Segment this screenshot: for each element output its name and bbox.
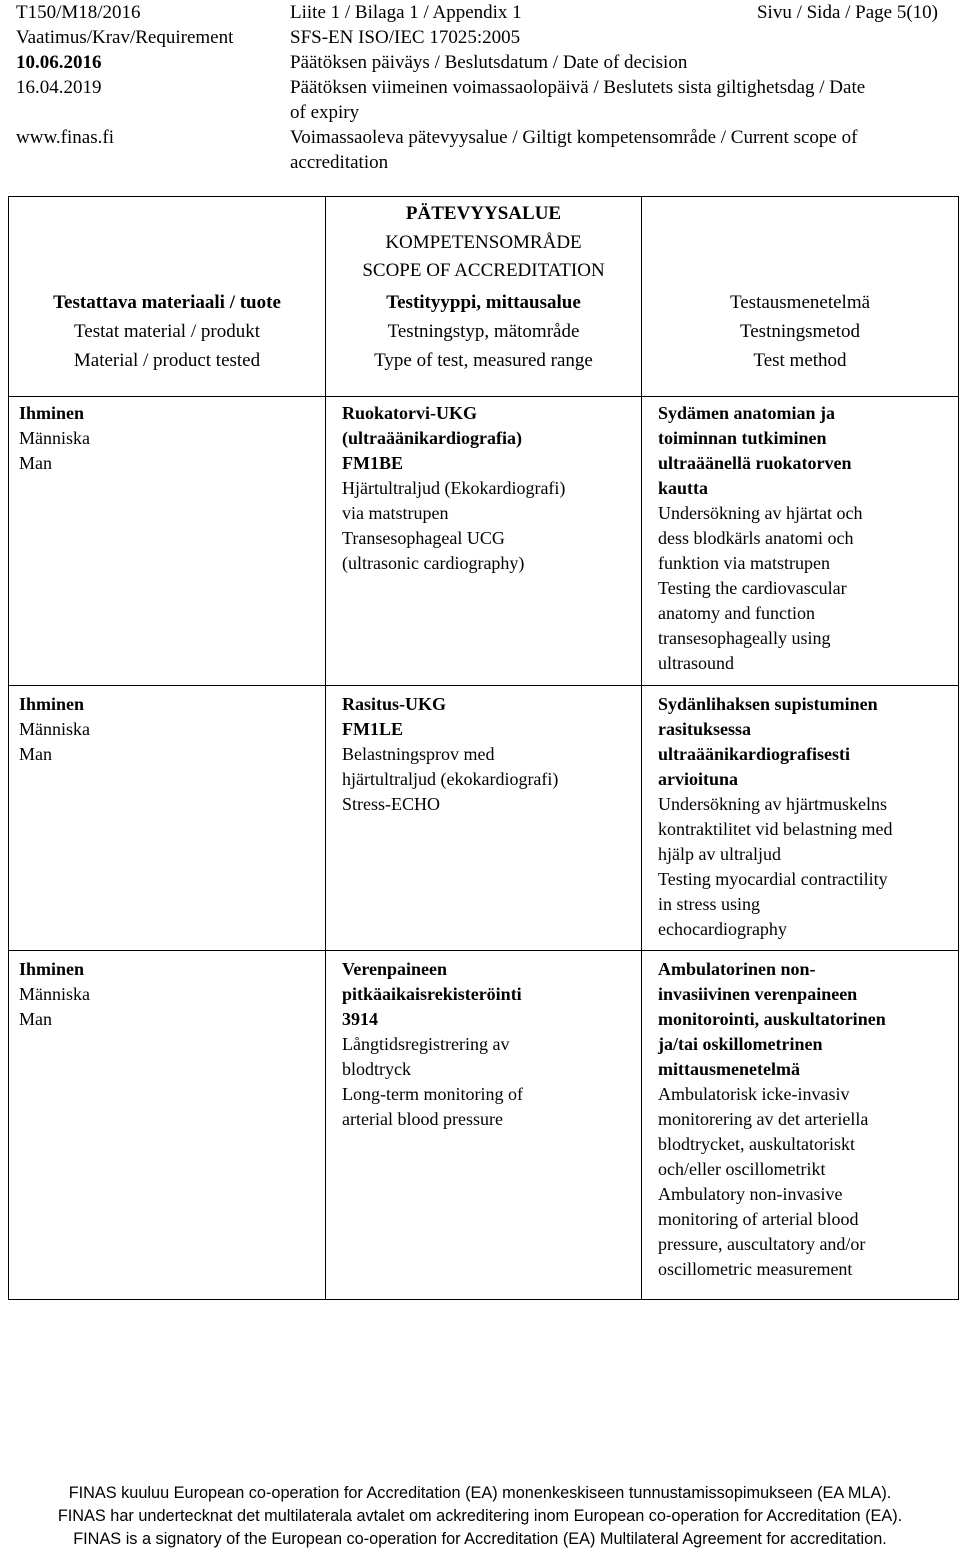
test-type-line: via matstrupen	[342, 503, 449, 523]
method-line: Undersökning av hjärtat och	[658, 503, 863, 523]
scope-title-sv: KOMPETENSOMRÅDE	[385, 231, 582, 253]
column-header-method-fi: Testausmenetelmä	[729, 292, 871, 313]
material-line: Människa	[19, 428, 90, 448]
column-header-material	[9, 288, 326, 397]
method-title-line: kautta	[658, 478, 709, 498]
method-line: Testing the cardiovascular	[658, 578, 847, 598]
header-left-text: T150/M18/2016	[16, 2, 141, 23]
column-header-material-en: Material / product tested	[73, 350, 261, 371]
empty-cell	[9, 197, 326, 289]
method-cell	[642, 397, 959, 686]
method-line: monitorering av det arteriella	[658, 1109, 869, 1129]
header-mid-text: accreditation	[290, 152, 389, 173]
test-type-line: Long-term monitoring of	[342, 1084, 523, 1104]
header-left-text: Vaatimus/Krav/Requirement	[16, 27, 234, 48]
method-line: hjälp av ultraljud	[658, 844, 781, 864]
scope-table	[8, 196, 959, 1300]
header-mid-text: of expiry	[290, 102, 360, 123]
method-line: oscillometric measurement	[658, 1259, 853, 1279]
method-title-line: ja/tai oskillometrinen	[658, 1034, 823, 1054]
test-type-cell	[326, 397, 642, 686]
method-line: och/eller oscillometrikt	[658, 1159, 826, 1179]
column-header-row	[9, 288, 959, 397]
method-title-line: ultraäänikardiografisesti	[658, 744, 850, 764]
header-row	[0, 100, 960, 126]
method-title-line: rasituksessa	[658, 719, 752, 739]
test-type-line: blodtryck	[342, 1059, 411, 1079]
test-type-title-line: Ruokatorvi-UKG	[342, 403, 477, 423]
test-type-cell	[326, 686, 642, 951]
method-title-line: ultraäänellä ruokatorven	[658, 453, 852, 473]
material-cell	[9, 397, 326, 686]
method-title-line: mittausmenetelmä	[658, 1059, 800, 1079]
method-line: Ambulatory non-invasive	[658, 1184, 843, 1204]
method-line: ultrasound	[658, 653, 734, 673]
empty-cell	[642, 197, 959, 289]
table-row	[9, 951, 959, 1300]
method-line: kontraktilitet vid belastning med	[658, 819, 893, 839]
column-header-test-type	[326, 288, 642, 397]
test-type-line: Belastningsprov med	[342, 744, 495, 764]
material-line: Ihminen	[19, 403, 85, 423]
material-line: Man	[19, 453, 52, 473]
header-row	[0, 75, 960, 101]
header-left-text: 10.06.2016	[16, 52, 102, 73]
method-line: dess blodkärls anatomi och	[658, 528, 854, 548]
table-row	[9, 686, 959, 951]
method-line: in stress using	[658, 894, 761, 914]
method-line: pressure, auscultatory and/or	[658, 1234, 866, 1254]
column-header-test-type-fi: Testityyppi, mittausalue	[386, 292, 581, 313]
test-type-cell	[326, 951, 642, 1300]
method-line: Ambulatorisk icke-invasiv	[658, 1084, 850, 1104]
header-row	[0, 150, 960, 176]
material-line: Ihminen	[19, 694, 85, 714]
method-line: Undersökning av hjärtmuskelns	[658, 794, 887, 814]
column-header-method	[642, 288, 959, 397]
method-line: blodtrycket, auskultatoriskt	[658, 1134, 855, 1154]
test-type-title-line: FM1LE	[342, 719, 403, 739]
method-title-line: toiminnan tutkiminen	[658, 428, 827, 448]
test-type-title-line: pitkäaikaisrekisteröinti	[342, 984, 522, 1004]
column-header-test-type-en: Type of test, measured range	[374, 350, 593, 371]
method-line: Testing myocardial contractility	[658, 869, 888, 889]
test-type-title-line: (ultraäänikardiografia)	[342, 428, 522, 448]
test-type-line: hjärtultraljud (ekokardiografi)	[342, 769, 559, 789]
method-line: echocardiography	[658, 919, 787, 939]
material-line: Människa	[19, 719, 90, 739]
header-mid-text: Päätöksen päiväys / Beslutsdatum / Date of decision	[290, 52, 688, 73]
header-right-text: Sivu / Sida / Page 5(10)	[756, 2, 938, 23]
test-type-title-line: 3914	[342, 1009, 378, 1029]
scope-title-en: SCOPE OF ACCREDITATION	[362, 260, 605, 281]
scope-title-fi: PÄTEVYYSALUE	[405, 203, 562, 224]
table-row	[9, 397, 959, 686]
method-title-line: monitorointi, auskultatorinen	[658, 1009, 886, 1029]
method-title-line: Ambulatorinen non-	[658, 959, 816, 979]
header-mid-text: Päätöksen viimeinen voimassaolopäivä / Beslutets sista giltighetsdag / Date	[290, 77, 866, 98]
footer-line-en: FINAS is a signatory of the European co-operation for Accreditation (EA) Multilateral Agreement for accreditation.	[73, 1530, 887, 1548]
header-mid-text: Voimassaoleva pätevyysalue / Giltigt kompetensområde / Current scope of	[290, 127, 858, 148]
test-type-line: arterial blood pressure	[342, 1109, 503, 1129]
material-cell	[9, 951, 326, 1300]
test-type-line: Hjärtultraljud (Ekokardiografi)	[342, 478, 566, 498]
method-title-line: Sydämen anatomian ja	[658, 403, 836, 423]
method-line: funktion via matstrupen	[658, 553, 830, 573]
material-cell	[9, 686, 326, 951]
material-line: Människa	[19, 984, 90, 1004]
header-left-text: 16.04.2019	[16, 77, 102, 98]
material-line: Ihminen	[19, 959, 85, 979]
header-row	[0, 125, 960, 151]
test-type-title-line: Verenpaineen	[342, 959, 448, 979]
header-row	[0, 50, 960, 76]
header-row	[0, 25, 960, 51]
scope-title-row	[9, 197, 959, 289]
method-line: anatomy and function	[658, 603, 815, 623]
column-header-test-type-sv: Testningstyp, mätområde	[387, 321, 580, 342]
test-type-line: Långtidsregistrering av	[342, 1034, 510, 1054]
method-line: monitoring of arterial blood	[658, 1209, 859, 1229]
test-type-title-line: Rasitus-UKG	[342, 694, 447, 714]
footer-line-fi: FINAS kuuluu European co-operation for Accreditation (EA) monenkeskiseen tunnustamissopimukseen (EA MLA).	[68, 1484, 892, 1502]
column-header-method-en: Test method	[753, 350, 847, 371]
header-mid-text: SFS-EN ISO/IEC 17025:2005	[290, 27, 521, 48]
column-header-material-fi: Testattava materiaali / tuote	[53, 292, 281, 313]
test-type-title-line: FM1BE	[342, 453, 403, 473]
accreditation-footer	[0, 1482, 960, 1551]
footer-line-sv: FINAS har undertecknat det multilaterala avtalet om ackreditering inom European co-operation for Accreditation (EA).	[57, 1507, 903, 1525]
material-line: Man	[19, 744, 52, 764]
scope-title	[326, 197, 642, 289]
method-title-line: Sydänlihaksen supistuminen	[658, 694, 878, 714]
column-header-method-sv: Testningsmetod	[739, 321, 861, 342]
header-mid-text: Liite 1 / Bilaga 1 / Appendix 1	[290, 2, 522, 23]
test-type-line: Transesophageal UCG	[342, 528, 505, 548]
material-line: Man	[19, 1009, 52, 1029]
header-row	[0, 0, 960, 26]
header-left-text: www.finas.fi	[16, 127, 114, 148]
method-title-line: invasiivinen verenpaineen	[658, 984, 858, 1004]
method-title-line: arvioituna	[658, 769, 739, 789]
test-type-line: (ultrasonic cardiography)	[342, 553, 525, 573]
method-cell	[642, 686, 959, 951]
column-header-material-sv: Testat material / produkt	[74, 321, 260, 342]
method-cell	[642, 951, 959, 1300]
method-line: transesophageally using	[658, 628, 831, 648]
test-type-line: Stress-ECHO	[342, 794, 440, 814]
